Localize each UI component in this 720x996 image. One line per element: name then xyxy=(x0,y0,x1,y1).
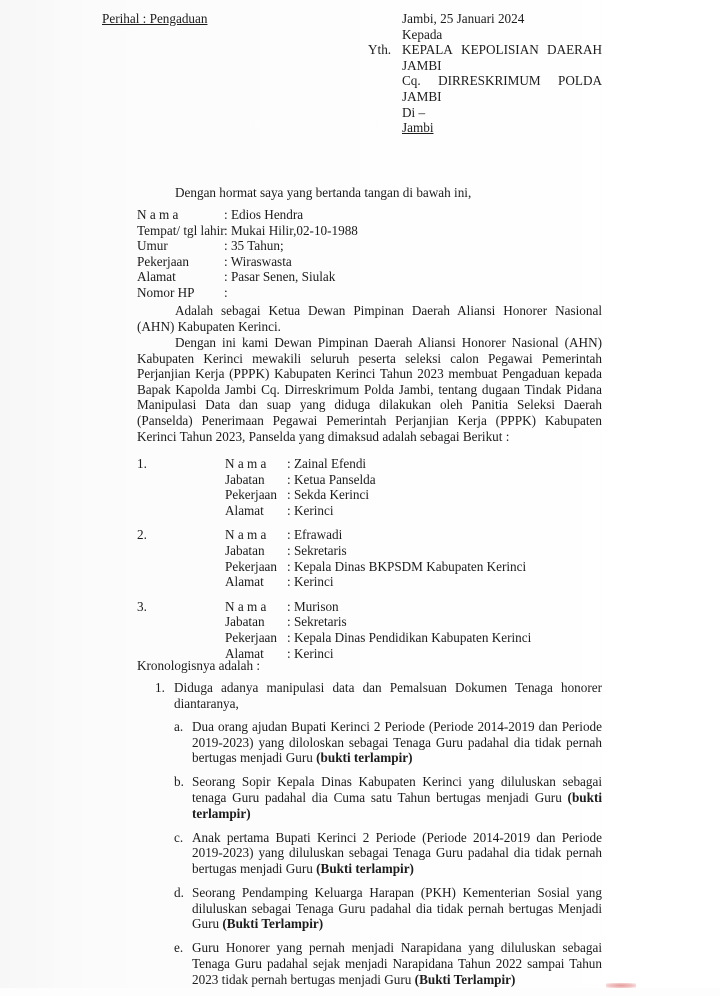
sub-item xyxy=(174,774,602,821)
member-label: Jabatan xyxy=(225,542,265,558)
recipient-word: KEPOLISIAN xyxy=(461,42,539,58)
sub-text-wrap xyxy=(192,719,602,766)
greeting: Dengan hormat saya yang bertanda tangan di bawah ini, xyxy=(175,185,472,200)
member-row xyxy=(225,456,376,472)
identity-value: : Pasar Senen, Siulak xyxy=(224,269,336,285)
sub-item xyxy=(174,719,602,766)
member-label: Jabatan xyxy=(225,471,265,487)
sub-text-wrap xyxy=(192,940,602,987)
recipient-line-2: JAMBI xyxy=(402,57,442,73)
member-label: N a m a xyxy=(225,527,267,543)
paragraph-1 xyxy=(137,303,602,334)
recipient-address xyxy=(402,11,602,136)
member-label: Alamat xyxy=(225,645,264,661)
member-value: : Efrawadi xyxy=(287,527,343,543)
member-value: : Murison xyxy=(287,598,339,614)
evidence-note: (Bukti Terlampir) xyxy=(414,971,516,987)
letter-subject: Perihal : Pengaduan xyxy=(102,11,208,26)
complainant-identity xyxy=(137,207,358,301)
evidence-note: (Bukti Terlampir) xyxy=(222,916,324,932)
sub-item xyxy=(174,940,602,987)
panselda-member xyxy=(137,456,607,518)
identity-value: : 35 Tahun; xyxy=(224,238,284,254)
member-value: : Kerinci xyxy=(287,502,334,518)
identity-label: Umur xyxy=(137,238,168,254)
identity-row xyxy=(137,238,358,254)
sub-text: Anak pertama Bupati Kerinci 2 Periode (Periode 2014-2019 dan Periode 2019-2023) yang diluluskan sebagai Tenaga Guru padahal dia tidak pernah bertugas menjadi Guru xyxy=(192,829,602,876)
recipient-line-4: JAMBI xyxy=(402,88,442,104)
sub-text: Dua orang ajudan Bupati Kerinci 2 Periode (Periode 2014-2019 dan Periode 2019-2023) yang diloloskan sebagai Tenaga Guru padahal dia tidak pernah bertugas menjadi Guru xyxy=(192,719,602,766)
sub-item xyxy=(174,885,602,932)
sub-text: Seorang Pendamping Keluarga Harapan (PKH) Kementerian Sosial yang diluluskan sebagai Tenaga Guru padahal dia tidak pernah bertugas Menjadi Guru xyxy=(192,885,602,932)
member-label: Pekerjaan xyxy=(225,487,277,503)
identity-value: : Wiraswasta xyxy=(224,253,292,269)
member-label: Jabatan xyxy=(225,614,265,630)
identity-value: : Mukai Hilir,02-10-1988 xyxy=(224,222,358,238)
sub-text-wrap xyxy=(192,774,602,821)
identity-label: N a m a xyxy=(137,207,179,222)
member-value: : Kerinci xyxy=(287,574,334,590)
member-fields xyxy=(225,527,526,589)
sub-marker: c. xyxy=(174,829,184,845)
identity-label: Alamat xyxy=(137,269,176,285)
paragraph-text: Dengan ini kami Dewan Pimpinan Daerah Aliansi Honorer Nasional (AHN) Kabupaten Kerinci mewakili seluruh peserta seleksi calon Pegawai Pemerintah Perjanjian Kerja (PPPK) Kabupaten Kerinci Tahun 2023 membuat Pengaduan kepada Bapak Kapolda Jambi Cq. Dirreskrimum Polda Jambi, tentang dugaan Tindak Pidana Manipulasi Data dan suap yang diduga dilakukan oleh Panitia Seleksi Daerah (Panselda) Penerimaan Pegawai Pemerintah Perjanjian Kerja (PPPK) Kabupaten Kerinci Tahun 2023, Panselda yang dimaksud adalah sebagai Berikut : xyxy=(137,335,602,444)
sub-list xyxy=(174,719,602,987)
identity-label: Pekerjaan xyxy=(137,253,189,269)
chronology-item xyxy=(155,680,602,996)
member-label: Pekerjaan xyxy=(225,629,277,645)
member-value: : Kepala Dinas Pendidikan Kabupaten Kerinci xyxy=(287,629,532,645)
member-number: 2. xyxy=(137,527,147,543)
member-row xyxy=(225,503,376,519)
recipient-word: Cq. xyxy=(402,73,421,89)
member-label: Pekerjaan xyxy=(225,558,277,574)
member-value: : Ketua Panselda xyxy=(287,471,376,487)
panselda-member xyxy=(137,599,607,661)
kepada-label: Kepada xyxy=(402,26,443,42)
identity-row xyxy=(137,269,358,285)
paragraph-2 xyxy=(137,335,602,444)
identity-row xyxy=(137,285,358,301)
member-value: : Sekretaris xyxy=(287,542,347,558)
evidence-note: (bukti terlampir) xyxy=(192,790,602,821)
member-fields xyxy=(225,599,531,661)
evidence-note: (Bukti terlampir) xyxy=(316,860,414,876)
recipient-line-3 xyxy=(402,73,602,89)
recipient-word: DIRRESKRIMUM xyxy=(438,73,541,89)
recipient-word: POLDA xyxy=(558,73,602,89)
member-number: 1. xyxy=(137,456,147,471)
member-row xyxy=(225,614,531,630)
member-row xyxy=(225,646,531,662)
sub-marker: b. xyxy=(174,774,184,790)
recipient-word: DAERAH xyxy=(547,42,602,58)
member-value: : Sekda Kerinci xyxy=(287,487,370,503)
place-date: Jambi, 25 Januari 2024 xyxy=(402,11,525,26)
member-row xyxy=(225,472,376,488)
identity-row xyxy=(137,254,358,270)
sub-marker: a. xyxy=(174,719,184,735)
identity-value: : xyxy=(224,284,228,300)
member-row xyxy=(225,487,376,503)
panselda-member xyxy=(137,527,607,589)
member-number: 3. xyxy=(137,598,147,614)
sub-item xyxy=(174,830,602,877)
member-row xyxy=(225,559,526,575)
recipient-word: KEPALA xyxy=(402,42,453,58)
yth-label: Yth. xyxy=(368,42,392,57)
member-label: Alamat xyxy=(225,502,264,518)
sub-text-wrap xyxy=(192,885,602,932)
sub-text-wrap xyxy=(192,830,602,877)
item-body xyxy=(174,680,602,996)
identity-row xyxy=(137,207,358,223)
item-text: Diduga adanya manipulasi data dan Pemalsuan Dokumen Tenaga honorer diantaranya, xyxy=(174,680,602,711)
item-marker: 1. xyxy=(155,680,165,695)
member-row xyxy=(225,543,526,559)
identity-value: : Edios Hendra xyxy=(224,207,304,222)
identity-label: Tempat/ tgl lahir xyxy=(137,222,225,238)
member-row xyxy=(225,527,526,543)
sub-marker: d. xyxy=(174,885,184,901)
member-label: Alamat xyxy=(225,574,264,590)
paragraph-text: Adalah sebagai Ketua Dewan Pimpinan Daerah Aliansi Honorer Nasional (AHN) Kabupaten Kerinci. xyxy=(137,303,602,334)
recipient-line-1 xyxy=(402,42,602,58)
member-value: : Sekretaris xyxy=(287,614,347,630)
member-fields xyxy=(225,456,376,518)
identity-row xyxy=(137,223,358,239)
sub-text: Guru Honorer yang pernah menjadi Narapidana yang diluluskan sebagai Tenaga Guru padahal sejak menjadi Narapidana Tahun 2022 sampai Tahun 2023 tidak pernah bertugas menjadi Guru xyxy=(192,940,602,987)
member-row xyxy=(225,574,526,590)
member-label: N a m a xyxy=(225,598,267,614)
sub-text: Seorang Sopir Kepala Dinas Kabupaten Kerinci yang diluluskan sebagai tenaga Guru padahal dia Cuma satu Tahun bertugas menjadi Guru xyxy=(192,774,602,806)
identity-label: Nomor HP xyxy=(137,284,195,300)
chronology-heading: Kronologisnya adalah : xyxy=(137,658,261,673)
member-value: : Kerinci xyxy=(287,645,334,661)
recipient-line-5: Di – xyxy=(402,104,426,120)
chronology-list xyxy=(155,680,602,996)
member-row xyxy=(225,630,531,646)
member-value: : Zainal Efendi xyxy=(287,456,367,471)
sub-marker: e. xyxy=(174,940,184,956)
member-label: N a m a xyxy=(225,456,267,471)
member-row xyxy=(225,599,531,615)
stamp-fragment xyxy=(606,983,636,988)
evidence-note: (bukti terlampir) xyxy=(316,750,413,766)
panselda-list xyxy=(137,456,607,670)
recipient-line-6: Jambi xyxy=(402,120,434,136)
member-value: : Kepala Dinas BKPSDM Kabupaten Kerinci xyxy=(287,558,527,574)
